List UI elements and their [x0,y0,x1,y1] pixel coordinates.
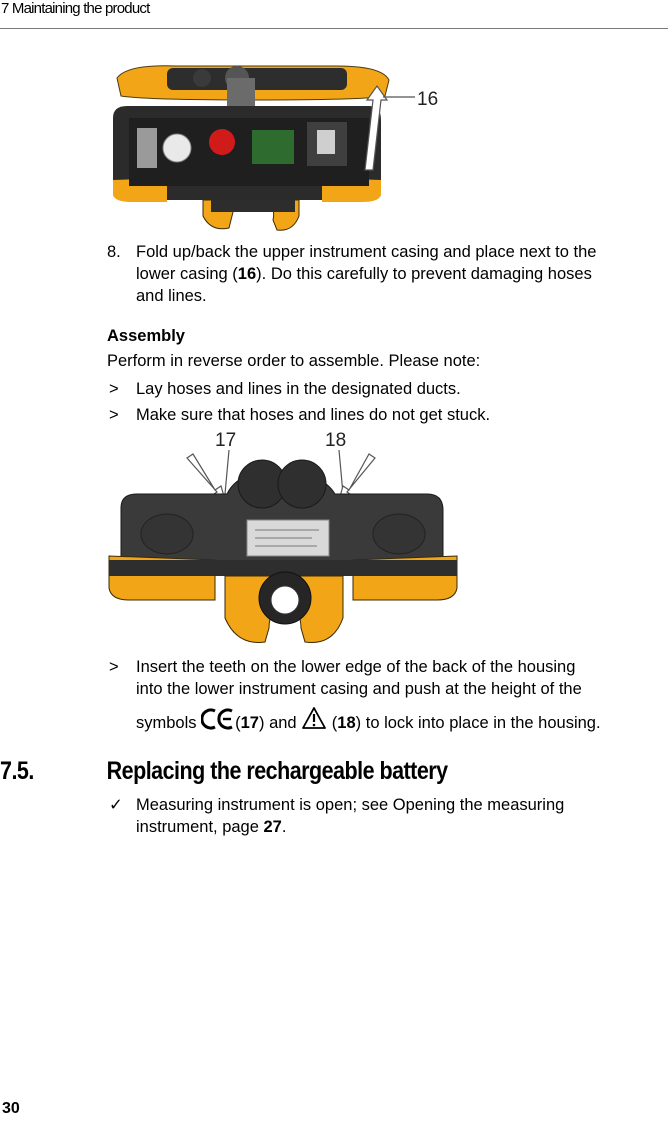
prereq-line2-pre: instrument, page [136,818,264,836]
ce-mark-icon [201,708,235,730]
step8-line2 [136,263,592,285]
bullet-marker: > [109,406,119,424]
section-number: 7.5. [0,757,34,785]
bullet-marker: > [109,380,119,398]
section-heading [0,757,448,786]
assembly-intro: Perform in reverse order to assemble. Please note: [107,352,481,370]
prereq-line2-post: . [281,818,287,836]
page-reference: 27 [263,818,282,836]
insert-and: and [269,714,297,732]
step8-ref: 16 [237,265,257,283]
step8-line3: and lines. [136,287,207,305]
prereq-line2 [136,816,286,838]
callout-16: 16 [417,89,439,110]
prereq-line1: Measuring instrument is open; see Opening the measuring [136,796,565,814]
insert-line3: symbols (17) and (18) to lock into place in the housing. [136,706,601,734]
page-number: 30 [2,1100,20,1117]
insert-line3-post: to lock into place in the housing. [365,714,601,732]
step8-line2-post: ). Do this carefully to prevent damaging hoses [256,265,592,283]
insert-ref-18: 18 [337,714,356,732]
bullet-item: Make sure that hoses and lines do not get stuck. [136,406,491,424]
step8-line1: Fold up/back the upper instrument casing and place next to the [136,243,597,261]
insert-line2: into the lower instrument casing and push at the height of the [136,680,582,698]
figure-housing-back [107,428,467,654]
insert-line1: Insert the teeth on the lower edge of the back of the housing [136,658,576,676]
running-header [0,0,668,29]
checkmark-icon: ✓ [109,796,123,814]
insert-symbols-label: symbols [136,714,197,732]
figure-open-instrument [107,60,447,235]
assembly-heading: Assembly [107,327,185,345]
callout-17: 17 [215,430,237,451]
step-number: 8. [107,243,121,261]
bullet-marker: > [109,658,119,676]
section-title: Replacing the rechargeable battery [106,757,448,785]
step8-line2-pre: lower casing ( [136,265,238,283]
bullet-item: Lay hoses and lines in the designated ducts. [136,380,461,398]
insert-ref-17: 17 [240,714,259,732]
callout-18: 18 [325,430,347,451]
warning-triangle-icon [301,706,327,730]
running-title: 7 Maintaining the product [1,0,150,17]
